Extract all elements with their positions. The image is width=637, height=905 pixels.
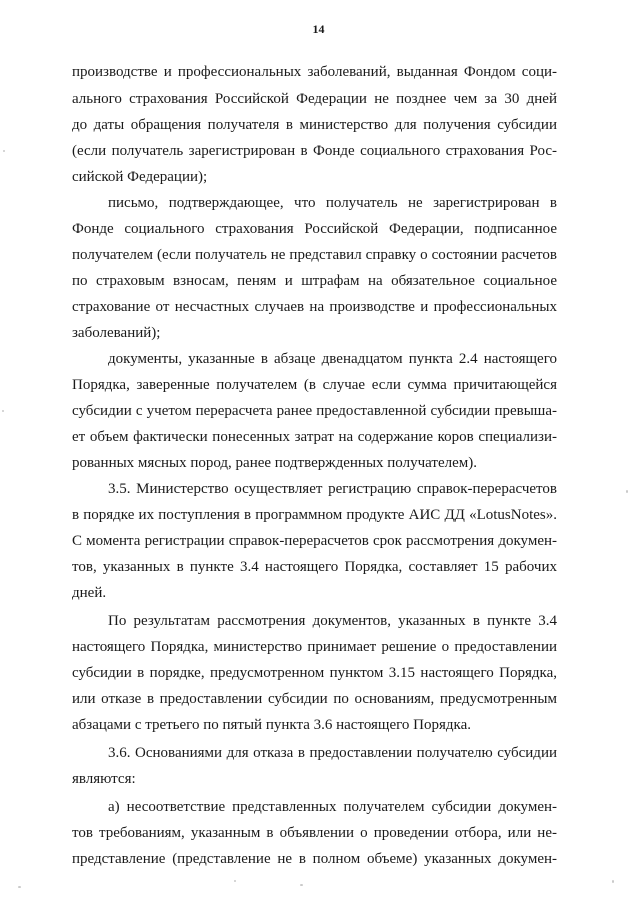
text-line: настоящего Порядка, министерство принимает решение о предоставлении (72, 639, 557, 655)
scan-speck (612, 880, 614, 883)
paragraph-first-line: документы, указанные в абзаце двенадцатом пункта 2.4 настоящего (108, 351, 557, 367)
page-number: 14 (312, 22, 325, 36)
text-line: дней. (72, 585, 107, 601)
text-line: абзацами с третьего по пятый пункта 3.6 настоящего Порядка. (72, 717, 472, 733)
text-line: С момента регистрации справок-перерасчетов срок рассмотрения докумен- (72, 533, 557, 549)
scan-speck (3, 150, 5, 152)
text-line: ет объем фактически понесенных затрат на содержание коров специализи- (72, 429, 557, 445)
text-line: тов, указанных в пункте 3.4 настоящего Порядка, составляет 15 рабочих (72, 559, 557, 575)
text-line: являются: (72, 771, 136, 787)
text-line: заболеваний); (72, 325, 161, 341)
text-line: по страховым взносам, пеням и штрафам на обязательное социальное (72, 273, 557, 289)
text-line: Порядка, заверенные получателем (в случае если сумма причитающейся (72, 377, 557, 393)
paragraph-first-line: 3.6. Основаниями для отказа в предоставлении получателю субсидии (108, 745, 557, 761)
text-line: в порядке их поступления в программном продукте АИС ДД «LotusNotes». (72, 507, 557, 523)
scan-speck (2, 410, 4, 412)
text-line: рованных мясных пород, ранее подтвержденных получателем). (72, 455, 477, 471)
scan-speck (300, 884, 303, 886)
scan-speck (626, 490, 628, 493)
paragraph-first-line: 3.5. Министерство осуществляет регистрацию справок-перерасчетов (108, 481, 557, 497)
text-line: тов требованиям, указанным в объявлении о проведении отбора, или не- (72, 825, 557, 841)
text-line: представление (представление не в полном объеме) указанных докумен- (72, 851, 557, 867)
text-line: или отказе в предоставлении субсидии по основаниям, предусмотренным (72, 691, 557, 707)
text-line: субсидии с учетом перерасчета ранее предоставленной субсидии превыша- (72, 403, 557, 419)
text-line: страхование от несчастных случаев на производстве и профессиональных (72, 299, 557, 315)
text-line: до даты обращения получателя в министерство для получения субсидии (72, 117, 557, 133)
text-line: сийской Федерации); (72, 169, 208, 185)
text-line: (если получатель зарегистрирован в Фонде социального страхования Рос- (72, 143, 557, 159)
text-line: производстве и профессиональных заболеваний, выданная Фондом соци- (72, 64, 557, 80)
text-line: субсидии в порядке, предусмотренном пунктом 3.15 настоящего Порядка, (72, 665, 557, 681)
scan-speck (18, 886, 21, 888)
scan-speck (234, 880, 236, 882)
paragraph-first-line: письмо, подтверждающее, что получатель не зарегистрирован в (108, 195, 557, 211)
text-line: Фонде социального страхования Российской Федерации, подписанное (72, 221, 557, 237)
paragraph-first-line: а) несоответствие представленных получателем субсидии докумен- (108, 799, 557, 815)
paragraph-first-line: По результатам рассмотрения документов, указанных в пункте 3.4 (108, 613, 557, 629)
text-line: получателем (если получатель не представил справку о состоянии расчетов (72, 247, 557, 263)
text-line: ального страхования Российской Федерации не позднее чем за 30 дней (72, 91, 557, 107)
